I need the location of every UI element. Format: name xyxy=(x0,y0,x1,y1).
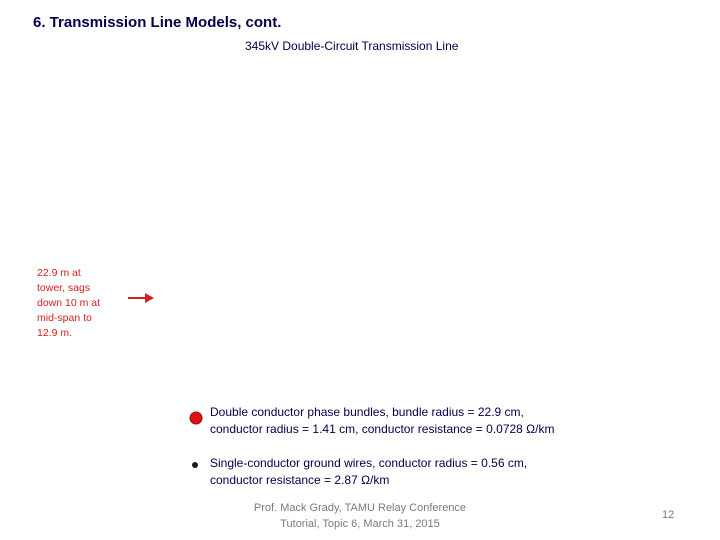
legend-line: conductor radius = 1.41 cm, conductor resistance = 0.0728 Ω/km xyxy=(210,422,555,436)
phase-bundle-description xyxy=(210,404,554,438)
annotation-line: mid-span to xyxy=(37,312,92,324)
legend-line: Double conductor phase bundles, bundle radius = 22.9 cm, xyxy=(210,405,524,419)
annotation-line: down 10 m at xyxy=(37,297,101,309)
ground-wire-description xyxy=(210,455,527,489)
footer-line: Tutorial, Topic 6, March 31, 2015 xyxy=(280,518,440,530)
slide-title: 6. Transmission Line Models, cont. xyxy=(33,14,282,31)
page-number: 12 xyxy=(662,509,675,521)
ground-wire-dot-icon xyxy=(191,461,199,469)
annotation-line: 22.9 m at xyxy=(37,267,81,279)
annotation-line: 12.9 m. xyxy=(37,327,73,339)
height-annotation xyxy=(37,266,117,341)
phase-bundle-dot-icon xyxy=(189,411,203,425)
annotation-line: tower, sags xyxy=(37,282,91,294)
legend-line: Single-conductor ground wires, conductor radius = 0.56 cm, xyxy=(210,456,528,470)
legend-line: conductor resistance = 2.87 Ω/km xyxy=(210,473,390,487)
footer-line: Prof. Mack Grady, TAMU Relay Conference xyxy=(253,502,467,514)
right-arrow-icon xyxy=(127,291,155,305)
footer xyxy=(245,500,475,532)
slide-subtitle: 345kV Double-Circuit Transmission Line xyxy=(245,39,459,53)
